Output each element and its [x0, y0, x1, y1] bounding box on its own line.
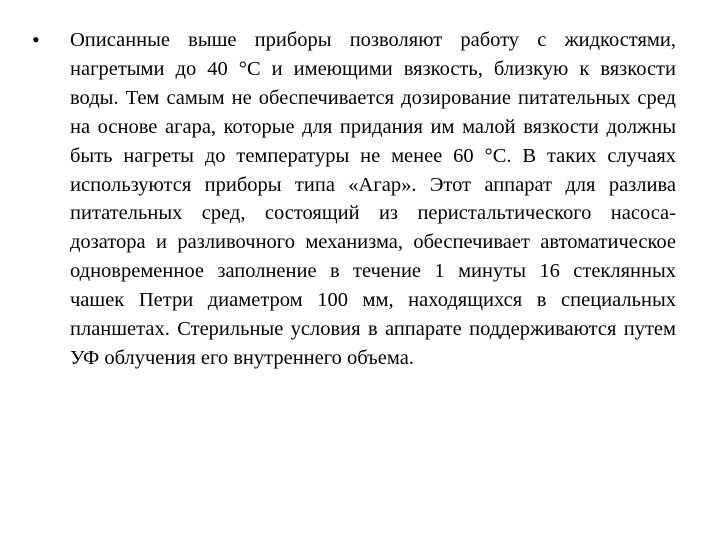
bullet-item [30, 26, 676, 373]
bullet-icon: • [32, 27, 40, 52]
bullet-paragraph: Описанные выше приборы позволяют работу с жидкостями, нагретыми до 40 °С и имеющими вязкость, близкую к вязкости воды. Тем самым не обеспечивается дозирование питательных сред на основе агара, которые для придания им малой вязкости должны быть нагреты до температуры не менее 60 °С. В таких случаях используются приборы типа «Агар». Этот аппарат для разлива питательных сред, состоящий из перистальтического насоса-дозатора и разливочного механизма, обеспечивает автоматическое одновременное заполнение в течение 1 минуты 16 стеклянных чашек Петри диаметром 100 мм, находящихся в специальных планшетах. Стерильные условия в аппарате поддерживаются путем УФ облучения его внутреннего объема. [70, 29, 676, 369]
